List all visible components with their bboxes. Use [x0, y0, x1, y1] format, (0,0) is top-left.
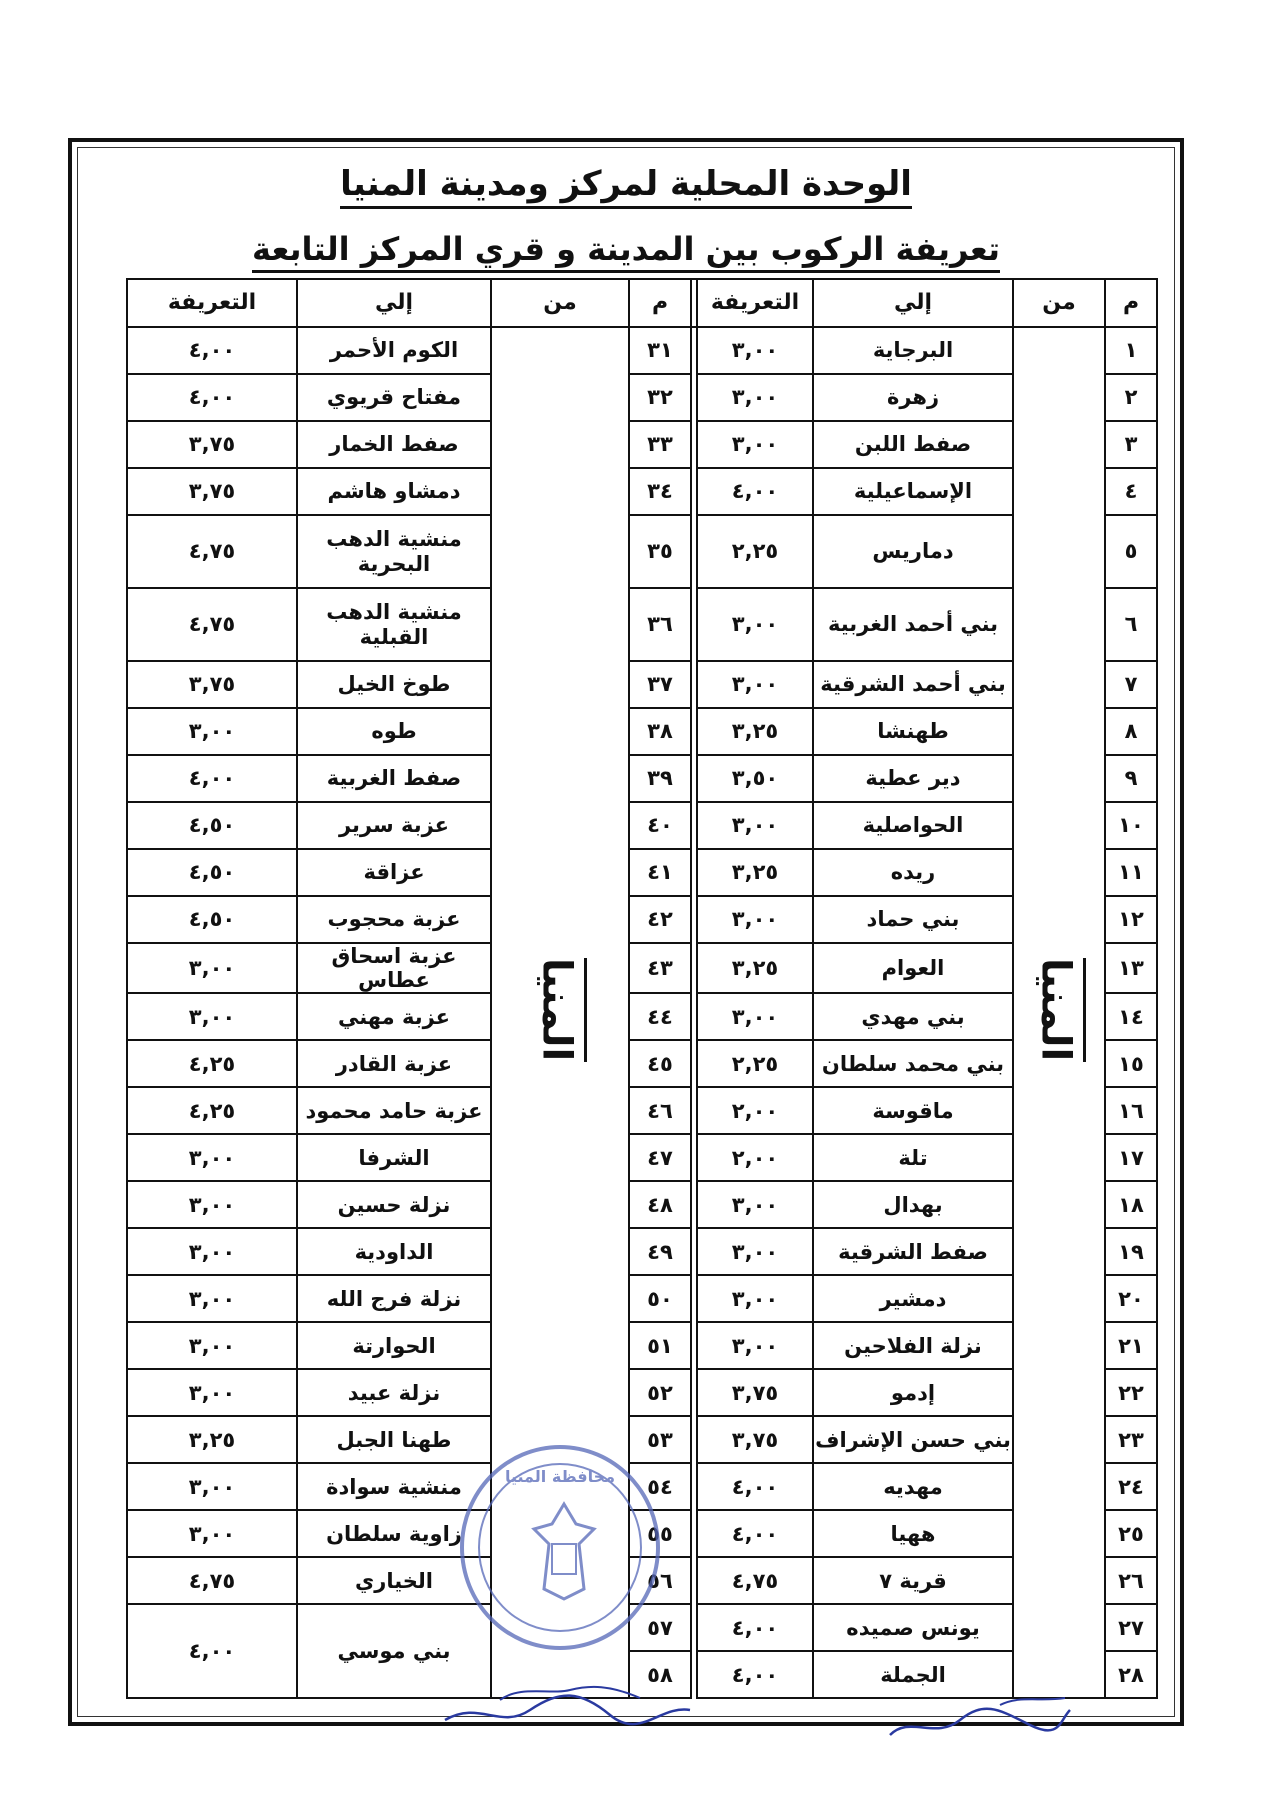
row-number: ٥٣: [629, 1416, 691, 1463]
destination-cell: الجملة: [813, 1651, 1013, 1698]
row-number: ٥: [1105, 515, 1157, 588]
row-number: ٩: [1105, 755, 1157, 802]
row-number: ١٠: [1105, 802, 1157, 849]
destination-cell: عزبة القادر: [297, 1040, 491, 1087]
destination-cell: العوام: [813, 943, 1013, 993]
destination-cell: منشية سوادة: [297, 1463, 491, 1510]
column-gap: [691, 802, 697, 849]
destination-cell: عزبة محجوب: [297, 896, 491, 943]
row-number: ٢١: [1105, 1322, 1157, 1369]
destination-cell: دير عطية: [813, 755, 1013, 802]
column-gap: [691, 374, 697, 421]
row-number: ١٧: [1105, 1134, 1157, 1181]
fare-cell: ٤,٧٥: [127, 588, 297, 661]
row-number: ١٦: [1105, 1087, 1157, 1134]
table-row: [127, 1181, 1157, 1228]
fare-cell: ٤,٧٥: [697, 1557, 813, 1604]
destination-cell: مفتاح قريوي: [297, 374, 491, 421]
row-number: ٥٤: [629, 1463, 691, 1510]
fare-cell: ٣,٠٠: [697, 896, 813, 943]
fare-cell: ٤,٠٠: [697, 1651, 813, 1698]
from-value: المنيا: [1033, 958, 1086, 1061]
row-number: ٧: [1105, 661, 1157, 708]
table-row: [127, 421, 1157, 468]
col-header-to: إلي: [297, 279, 491, 327]
column-gap: [691, 1416, 697, 1463]
fare-cell: ٤,٢٥: [127, 1087, 297, 1134]
destination-cell: طهنا الجبل: [297, 1416, 491, 1463]
row-number: ٣٣: [629, 421, 691, 468]
fare-cell: ٤,٥٠: [127, 896, 297, 943]
column-gap: [691, 1134, 697, 1181]
table-row: [127, 374, 1157, 421]
destination-cell: دمشاو هاشم: [297, 468, 491, 515]
row-number: ٥٨: [629, 1651, 691, 1698]
table-row: [127, 468, 1157, 515]
fare-cell: ٢,٢٥: [697, 515, 813, 588]
fare-cell: ٣,٧٥: [127, 421, 297, 468]
row-number: ٥٧: [629, 1604, 691, 1651]
fare-cell: ٣,٧٥: [697, 1369, 813, 1416]
column-gap: [691, 421, 697, 468]
column-gap: [691, 943, 697, 993]
fare-cell: ٣,٠٠: [697, 327, 813, 374]
fare-cell: ٣,٢٥: [697, 849, 813, 896]
column-gap: [691, 515, 697, 588]
row-number: ٥٠: [629, 1275, 691, 1322]
row-number: ٤٠: [629, 802, 691, 849]
fare-cell: ٣,٠٠: [697, 1181, 813, 1228]
fare-cell: ٤,٠٠: [127, 755, 297, 802]
row-number: ٣: [1105, 421, 1157, 468]
column-gap: [691, 468, 697, 515]
fare-cell: ٤,٢٥: [127, 1040, 297, 1087]
column-gap: [691, 1463, 697, 1510]
destination-cell: زهرة: [813, 374, 1013, 421]
table-row: [127, 849, 1157, 896]
fare-cell: ٣,٠٠: [697, 993, 813, 1040]
row-number: ١٩: [1105, 1228, 1157, 1275]
fare-cell: ٣,٢٥: [697, 943, 813, 993]
destination-cell: الكوم الأحمر: [297, 327, 491, 374]
destination-cell: صفط الخمار: [297, 421, 491, 468]
fare-cell: ٣,٥٠: [697, 755, 813, 802]
column-gap: [691, 1510, 697, 1557]
fare-cell: ٣,٧٥: [697, 1416, 813, 1463]
row-number: ٣٢: [629, 374, 691, 421]
fare-cell: ٣,٠٠: [127, 1181, 297, 1228]
fare-cell: ٣,٠٠: [697, 1228, 813, 1275]
table-header-row: [127, 279, 1157, 327]
column-gap: [691, 1557, 697, 1604]
column-gap: [691, 1369, 697, 1416]
row-number: ١٢: [1105, 896, 1157, 943]
destination-cell: مهديه: [813, 1463, 1013, 1510]
signature-right: [880, 1690, 1080, 1750]
column-gap: [691, 1604, 697, 1651]
fare-cell: ٤,٠٠: [127, 327, 297, 374]
row-number: ٤٩: [629, 1228, 691, 1275]
row-number: ٢٠: [1105, 1275, 1157, 1322]
col-header-fare: التعريفة: [127, 279, 297, 327]
destination-cell: طوخ الخيل: [297, 661, 491, 708]
destination-cell: الإسماعيلية: [813, 468, 1013, 515]
fare-cell: ٣,٠٠: [697, 661, 813, 708]
destination-cell: نزلة عبيد: [297, 1369, 491, 1416]
col-header-from: من: [1013, 279, 1105, 327]
row-number: ١٥: [1105, 1040, 1157, 1087]
page-subtitle: تعريفة الركوب بين المدينة و قري المركز التابعة: [72, 230, 1180, 268]
fare-cell: ٣,٠٠: [697, 1322, 813, 1369]
destination-cell: قرية ٧: [813, 1557, 1013, 1604]
row-number: ٤٨: [629, 1181, 691, 1228]
row-number: ١٤: [1105, 993, 1157, 1040]
destination-cell: نزلة حسين: [297, 1181, 491, 1228]
col-header-num: م: [1105, 279, 1157, 327]
row-number: ٥٦: [629, 1557, 691, 1604]
row-number: ٥٥: [629, 1510, 691, 1557]
destination-cell: بني حسن الإشراف: [813, 1416, 1013, 1463]
destination-cell: دماريس: [813, 515, 1013, 588]
destination-cell: الحوارتة: [297, 1322, 491, 1369]
row-number: ٢٨: [1105, 1651, 1157, 1698]
column-gap: [691, 1181, 697, 1228]
row-number: ٤٢: [629, 896, 691, 943]
column-gap: [691, 1322, 697, 1369]
fare-cell: ٣,٠٠: [127, 1134, 297, 1181]
destination-cell: منشية الدهب البحرية: [297, 515, 491, 588]
destination-cell: طهنشا: [813, 708, 1013, 755]
column-gap: [691, 896, 697, 943]
destination-cell: الشرفا: [297, 1134, 491, 1181]
row-number: ٣٥: [629, 515, 691, 588]
row-number: ٤: [1105, 468, 1157, 515]
column-gap: [691, 327, 697, 374]
fare-cell: ٣,٠٠: [127, 708, 297, 755]
destination-cell: نزلة الفلاحين: [813, 1322, 1013, 1369]
destination-cell: الحواصلية: [813, 802, 1013, 849]
row-number: ٢٧: [1105, 1604, 1157, 1651]
table-row: [127, 1369, 1157, 1416]
fare-cell: ٣,٧٥: [127, 468, 297, 515]
destination-cell: بهدال: [813, 1181, 1013, 1228]
destination-cell: بني مهدي: [813, 993, 1013, 1040]
destination-cell: عزبة حامد محمود: [297, 1087, 491, 1134]
table-row: [127, 896, 1157, 943]
destination-cell: تلة: [813, 1134, 1013, 1181]
destination-cell: بني أحمد الشرقية: [813, 661, 1013, 708]
row-number: ٢٤: [1105, 1463, 1157, 1510]
eagle-emblem-icon: [464, 1449, 664, 1654]
fare-cell: ٣,٠٠: [697, 421, 813, 468]
destination-cell: يونس صميده: [813, 1604, 1013, 1651]
fare-cell: ٤,٠٠: [127, 1604, 297, 1698]
column-gap: [691, 1228, 697, 1275]
fare-cell: ٤,٠٠: [697, 1510, 813, 1557]
fare-cell: ٣,٠٠: [697, 802, 813, 849]
fare-cell: ٤,٠٠: [697, 468, 813, 515]
fare-cell: ٤,٠٠: [697, 1604, 813, 1651]
column-gap: [691, 1087, 697, 1134]
fare-cell: ٢,٠٠: [697, 1087, 813, 1134]
row-number: ٢: [1105, 374, 1157, 421]
column-gap: [691, 755, 697, 802]
row-number: ٣٦: [629, 588, 691, 661]
table-row: [127, 1040, 1157, 1087]
row-number: ٣٤: [629, 468, 691, 515]
table-row: [127, 1087, 1157, 1134]
col-header-from: من: [491, 279, 629, 327]
destination-cell: ريده: [813, 849, 1013, 896]
column-gap: [691, 1040, 697, 1087]
fare-cell: ٤,٠٠: [127, 374, 297, 421]
column-gap: [691, 661, 697, 708]
column-gap: [691, 708, 697, 755]
fare-cell: ٣,٠٠: [127, 1322, 297, 1369]
table-row: [127, 1134, 1157, 1181]
fare-cell: ٤,٥٠: [127, 802, 297, 849]
row-number: ٢٥: [1105, 1510, 1157, 1557]
row-number: ٣١: [629, 327, 691, 374]
destination-cell: صفط اللبن: [813, 421, 1013, 468]
destination-cell: البرجاية: [813, 327, 1013, 374]
column-gap: [691, 1275, 697, 1322]
destination-cell: بني محمد سلطان: [813, 1040, 1013, 1087]
col-header-num: م: [629, 279, 691, 327]
fare-cell: ٣,٢٥: [127, 1416, 297, 1463]
row-number: ٢٢: [1105, 1369, 1157, 1416]
destination-cell: صفط الغربية: [297, 755, 491, 802]
destination-cell: صفط الشرقية: [813, 1228, 1013, 1275]
table-row: [127, 661, 1157, 708]
fare-cell: ٤,٥٠: [127, 849, 297, 896]
destination-cell: عزاقة: [297, 849, 491, 896]
table-row: [127, 993, 1157, 1040]
page-title: الوحدة المحلية لمركز ومدينة المنيا: [72, 164, 1180, 204]
destination-cell: ههيا: [813, 1510, 1013, 1557]
fare-cell: ٣,٠٠: [127, 943, 297, 993]
destination-cell: عزبة سرير: [297, 802, 491, 849]
row-number: ٤١: [629, 849, 691, 896]
row-number: ٢٦: [1105, 1557, 1157, 1604]
fare-cell: ٤,٧٥: [127, 1557, 297, 1604]
table-row: [127, 588, 1157, 661]
row-number: ٥١: [629, 1322, 691, 1369]
row-number: ٨: [1105, 708, 1157, 755]
row-number: ٤٥: [629, 1040, 691, 1087]
signature-left: [440, 1680, 700, 1740]
fare-cell: ٣,٠٠: [697, 1275, 813, 1322]
destination-cell: دمشير: [813, 1275, 1013, 1322]
row-number: ٣٨: [629, 708, 691, 755]
destination-cell: ماقوسة: [813, 1087, 1013, 1134]
table-row: [127, 327, 1157, 374]
destination-cell: زاوية سلطان: [297, 1510, 491, 1557]
destination-cell: بني موسي: [297, 1604, 491, 1698]
row-number: ٣٩: [629, 755, 691, 802]
destination-cell: الداودية: [297, 1228, 491, 1275]
fare-cell: ٣,٧٥: [127, 661, 297, 708]
fare-cell: ٣,٠٠: [697, 374, 813, 421]
table-row: [127, 1322, 1157, 1369]
col-header-fare: التعريفة: [697, 279, 813, 327]
row-number: ٤٤: [629, 993, 691, 1040]
row-number: ١٨: [1105, 1181, 1157, 1228]
fare-cell: ٤,٧٥: [127, 515, 297, 588]
fare-cell: ٣,٠٠: [127, 1463, 297, 1510]
column-gap: [691, 588, 697, 661]
row-number: ١٣: [1105, 943, 1157, 993]
fare-cell: ٢,٢٥: [697, 1040, 813, 1087]
destination-cell: إدمو: [813, 1369, 1013, 1416]
destination-cell: طوه: [297, 708, 491, 755]
destination-cell: عزبة مهني: [297, 993, 491, 1040]
fare-cell: ٣,٠٠: [127, 1228, 297, 1275]
destination-cell: عزبة اسحاق عطاس: [297, 943, 491, 993]
destination-cell: منشية الدهب القبلية: [297, 588, 491, 661]
column-gap: [691, 849, 697, 896]
fare-cell: ٣,٠٠: [127, 1369, 297, 1416]
destination-cell: نزلة فرج الله: [297, 1275, 491, 1322]
row-number: ١١: [1105, 849, 1157, 896]
table-row: [127, 708, 1157, 755]
column-gap: [691, 279, 697, 327]
row-number: ٤٣: [629, 943, 691, 993]
official-stamp: [460, 1445, 660, 1650]
fare-cell: ٣,٠٠: [127, 1275, 297, 1322]
row-number: ٢٣: [1105, 1416, 1157, 1463]
fare-cell: ٣,٢٥: [697, 708, 813, 755]
column-gap: [691, 993, 697, 1040]
row-number: ١: [1105, 327, 1157, 374]
table-row: [127, 515, 1157, 588]
row-number: ٤٧: [629, 1134, 691, 1181]
destination-cell: بني أحمد الغربية: [813, 588, 1013, 661]
table-row: [127, 943, 1157, 993]
fare-cell: ٢,٠٠: [697, 1134, 813, 1181]
row-number: ٦: [1105, 588, 1157, 661]
row-number: ٣٧: [629, 661, 691, 708]
from-value: المنيا: [534, 958, 587, 1061]
row-number: ٥٢: [629, 1369, 691, 1416]
from-cell: [1013, 327, 1105, 1698]
fare-cell: ٤,٠٠: [697, 1463, 813, 1510]
table-row: [127, 755, 1157, 802]
col-header-to: إلي: [813, 279, 1013, 327]
destination-cell: بني حماد: [813, 896, 1013, 943]
table-row: [127, 1275, 1157, 1322]
fare-cell: ٣,٠٠: [127, 993, 297, 1040]
destination-cell: الخياري: [297, 1557, 491, 1604]
fare-cell: ٣,٠٠: [697, 588, 813, 661]
table-row: [127, 1228, 1157, 1275]
fare-cell: ٣,٠٠: [127, 1510, 297, 1557]
row-number: ٤٦: [629, 1087, 691, 1134]
table-row: [127, 802, 1157, 849]
stamp-text: محافظة المنيا: [504, 1467, 616, 1486]
